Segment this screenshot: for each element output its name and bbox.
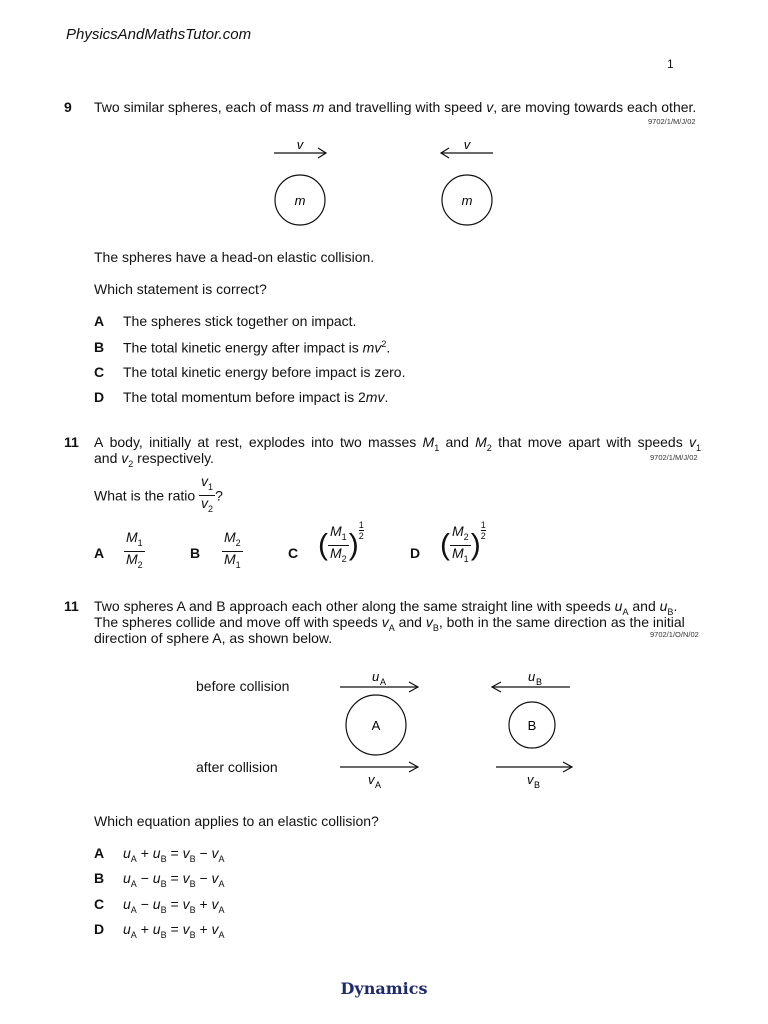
question-stem-line2: The spheres collide and move off with speeds $v_A$ and $v_B$, both in the same direction as the initial <box>94 614 685 633</box>
speed-subscript: A <box>380 677 387 687</box>
ratio-fraction: $\frac{v_1}{v_2}$ <box>201 473 214 514</box>
mass-label: m <box>461 193 473 208</box>
option-letter: B <box>94 339 105 355</box>
speed-label: u <box>372 669 380 684</box>
right-arrow <box>340 762 418 772</box>
question-stem-line3: direction of sphere A, as shown below. <box>94 630 333 646</box>
option-text: The spheres stick together on impact. <box>123 313 357 329</box>
option-letter: A <box>94 313 105 329</box>
question-text: The spheres have a head-on elastic collision. <box>94 249 375 265</box>
speed-subscript: A <box>375 780 382 790</box>
speed-label: u <box>528 669 536 684</box>
option-fraction-power: ( $\frac{M_1}{M_2}$ ) $\frac{1}{2}$ <box>318 520 364 564</box>
speed-subscript: B <box>534 780 541 790</box>
question-stem-line2: and $v_2$ respectively. <box>94 450 214 469</box>
option-equation: $u_A - u_B = v_B + v_A$ <box>123 896 225 915</box>
option-letter: A <box>94 545 105 561</box>
right-arrow <box>496 762 572 772</box>
mass-label: m <box>294 193 306 208</box>
speed-subscript: B <box>536 677 543 687</box>
question-prompt: Which equation applies to an elastic collision? <box>94 813 379 829</box>
option-letter: D <box>94 921 105 937</box>
question-stem: Two spheres A and B approach each other along the same straight line with speeds $u_A$ and $u_B$. <box>94 598 678 617</box>
option-letter: B <box>94 870 105 886</box>
option-text: The total kinetic energy before impact is zero. <box>123 364 406 380</box>
option-letter: D <box>410 545 421 561</box>
option-letter: C <box>94 364 105 380</box>
option-letter: C <box>288 545 299 561</box>
question-prompt: Which statement is correct? <box>94 281 267 297</box>
question-reference: 9702/1/O/N/02 <box>650 630 699 639</box>
question-number: 9 <box>64 99 72 115</box>
collision-diagram <box>330 662 590 797</box>
topic-footer: Dynamics <box>340 979 428 998</box>
page-number: 1 <box>667 57 674 71</box>
question-stem: A body, initially at rest, explodes into two masses $M_1$ and $M_2$ that move apart with speeds $v_1$ <box>94 434 701 453</box>
option-letter: D <box>94 389 105 405</box>
option-equation: $u_A - u_B = v_B - v_A$ <box>123 870 225 889</box>
option-equation: $u_A + u_B = v_B + v_A$ <box>123 921 225 940</box>
question-number: 11 <box>64 598 79 614</box>
ratio-question: What is the ratio $\frac{v_1}{v_2}$ ? <box>94 474 223 517</box>
speed-label: v <box>296 137 304 152</box>
speed-label: v <box>368 772 375 787</box>
question-reference: 9702/1/M/J/02 <box>650 453 698 462</box>
speed-label: v <box>463 137 471 152</box>
site-name: PhysicsAndMathsTutor.com <box>66 26 252 43</box>
option-fraction: $\frac{M_1}{M_2}$ <box>126 529 143 570</box>
option-letter: A <box>94 845 105 861</box>
sphere-label: A <box>371 718 381 733</box>
sphere-label: B <box>527 718 537 733</box>
question-number: 11 <box>64 434 79 450</box>
option-equation: $u_A + u_B = v_B - v_A$ <box>123 845 225 864</box>
option-letter: B <box>190 545 201 561</box>
option-text: The total momentum before impact is 2mv. <box>123 389 389 405</box>
question-stem: Two similar spheres, each of mass m and travelling with speed v, are moving towards each other. <box>94 99 697 115</box>
before-collision-label: before collision <box>196 678 290 694</box>
option-text: The total kinetic energy after impact is $mv^2$. <box>123 339 391 356</box>
option-fraction: $\frac{M_2}{M_1}$ <box>224 529 241 570</box>
question-reference: 9702/1/M/J/02 <box>648 117 696 126</box>
option-fraction-power: ( $\frac{M_2}{M_1}$ ) $\frac{1}{2}$ <box>440 520 486 564</box>
after-collision-label: after collision <box>196 759 278 775</box>
collision-diagram <box>260 135 510 230</box>
speed-label: v <box>527 772 534 787</box>
option-letter: C <box>94 896 105 912</box>
